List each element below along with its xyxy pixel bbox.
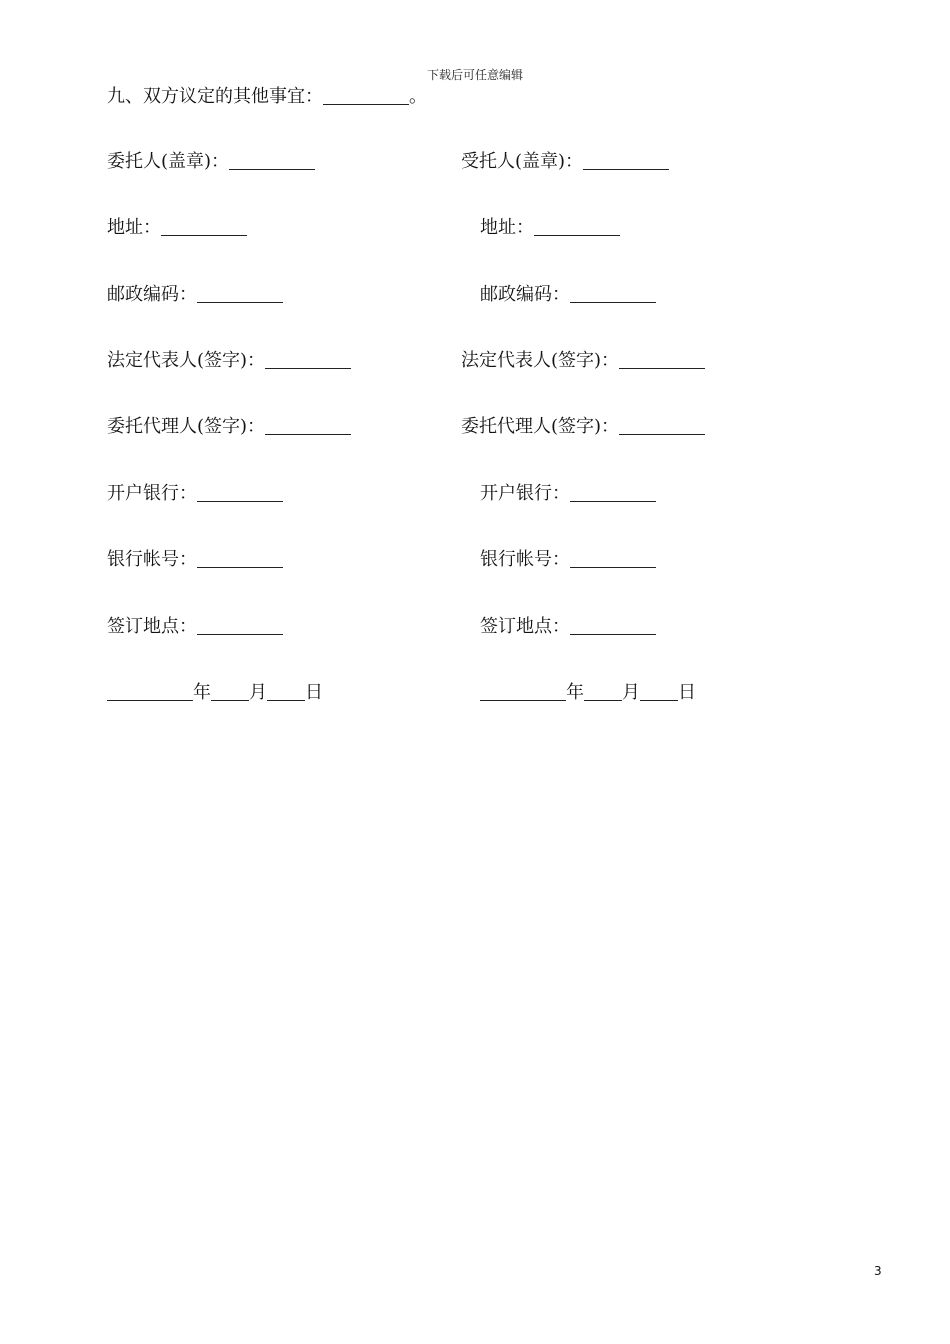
right-month-blank[interactable] — [584, 684, 622, 701]
right-account-blank[interactable] — [570, 551, 656, 568]
right-place-blank[interactable] — [570, 618, 656, 635]
right-month-label: 月 — [622, 682, 640, 703]
left-place-label: 签订地点： — [107, 616, 197, 637]
left-principal-label: 委托人(盖章)： — [107, 151, 230, 172]
right-bank-blank[interactable] — [570, 485, 656, 502]
right-address-blank[interactable] — [534, 219, 620, 236]
left-bank — [107, 483, 283, 505]
right-day-label: 日 — [678, 682, 696, 703]
left-postcode-blank[interactable] — [197, 286, 283, 303]
left-principal-blank[interactable] — [229, 153, 315, 170]
left-principal — [107, 151, 315, 173]
left-legal-rep-blank[interactable] — [265, 352, 351, 369]
right-agent-blank[interactable] — [619, 418, 705, 435]
left-legal-rep — [107, 350, 351, 372]
left-account-blank[interactable] — [197, 551, 283, 568]
right-trustee-blank[interactable] — [583, 153, 669, 170]
right-place-label: 签订地点： — [480, 616, 570, 637]
right-trustee — [461, 151, 669, 173]
left-account — [107, 549, 283, 571]
right-postcode-blank[interactable] — [570, 286, 656, 303]
left-account-label: 银行帐号： — [107, 549, 197, 570]
right-postcode — [480, 284, 656, 306]
right-bank — [480, 483, 656, 505]
right-date — [480, 682, 696, 704]
right-trustee-label: 受托人(盖章)： — [461, 151, 584, 172]
left-agent — [107, 416, 351, 438]
left-place-blank[interactable] — [197, 618, 283, 635]
left-day-blank[interactable] — [267, 684, 305, 701]
right-legal-rep-label: 法定代表人(签字)： — [461, 350, 620, 371]
left-year-blank[interactable] — [107, 684, 193, 701]
right-agent — [461, 416, 705, 438]
left-address-label: 地址： — [107, 217, 161, 238]
right-account — [480, 549, 656, 571]
left-month-blank[interactable] — [211, 684, 249, 701]
right-agent-label: 委托代理人(签字)： — [461, 416, 620, 437]
left-postcode-label: 邮政编码： — [107, 284, 197, 305]
right-account-label: 银行帐号： — [480, 549, 570, 570]
right-address — [480, 217, 620, 239]
right-year-label: 年 — [566, 682, 584, 703]
right-place — [480, 616, 656, 638]
clause-nine — [107, 86, 427, 108]
right-address-label: 地址： — [480, 217, 534, 238]
left-place — [107, 616, 283, 638]
left-address-blank[interactable] — [161, 219, 247, 236]
right-bank-label: 开户银行： — [480, 483, 570, 504]
left-agent-blank[interactable] — [265, 418, 351, 435]
left-year-label: 年 — [193, 682, 211, 703]
left-agent-label: 委托代理人(签字)： — [107, 416, 266, 437]
left-day-label: 日 — [305, 682, 323, 703]
clause-nine-blank[interactable] — [323, 88, 409, 105]
left-postcode — [107, 284, 283, 306]
clause-nine-label: 九、双方议定的其他事宜： — [107, 86, 323, 107]
right-year-blank[interactable] — [480, 684, 566, 701]
right-legal-rep — [461, 350, 705, 372]
left-bank-blank[interactable] — [197, 485, 283, 502]
right-legal-rep-blank[interactable] — [619, 352, 705, 369]
right-postcode-label: 邮政编码： — [480, 284, 570, 305]
left-legal-rep-label: 法定代表人(签字)： — [107, 350, 266, 371]
clause-nine-end: 。 — [409, 86, 427, 107]
left-date — [107, 682, 323, 704]
left-month-label: 月 — [249, 682, 267, 703]
page-number: 3 — [874, 1264, 882, 1278]
right-day-blank[interactable] — [640, 684, 678, 701]
header-note: 下载后可任意编辑 — [426, 68, 523, 82]
left-bank-label: 开户银行： — [107, 483, 197, 504]
left-address — [107, 217, 247, 239]
